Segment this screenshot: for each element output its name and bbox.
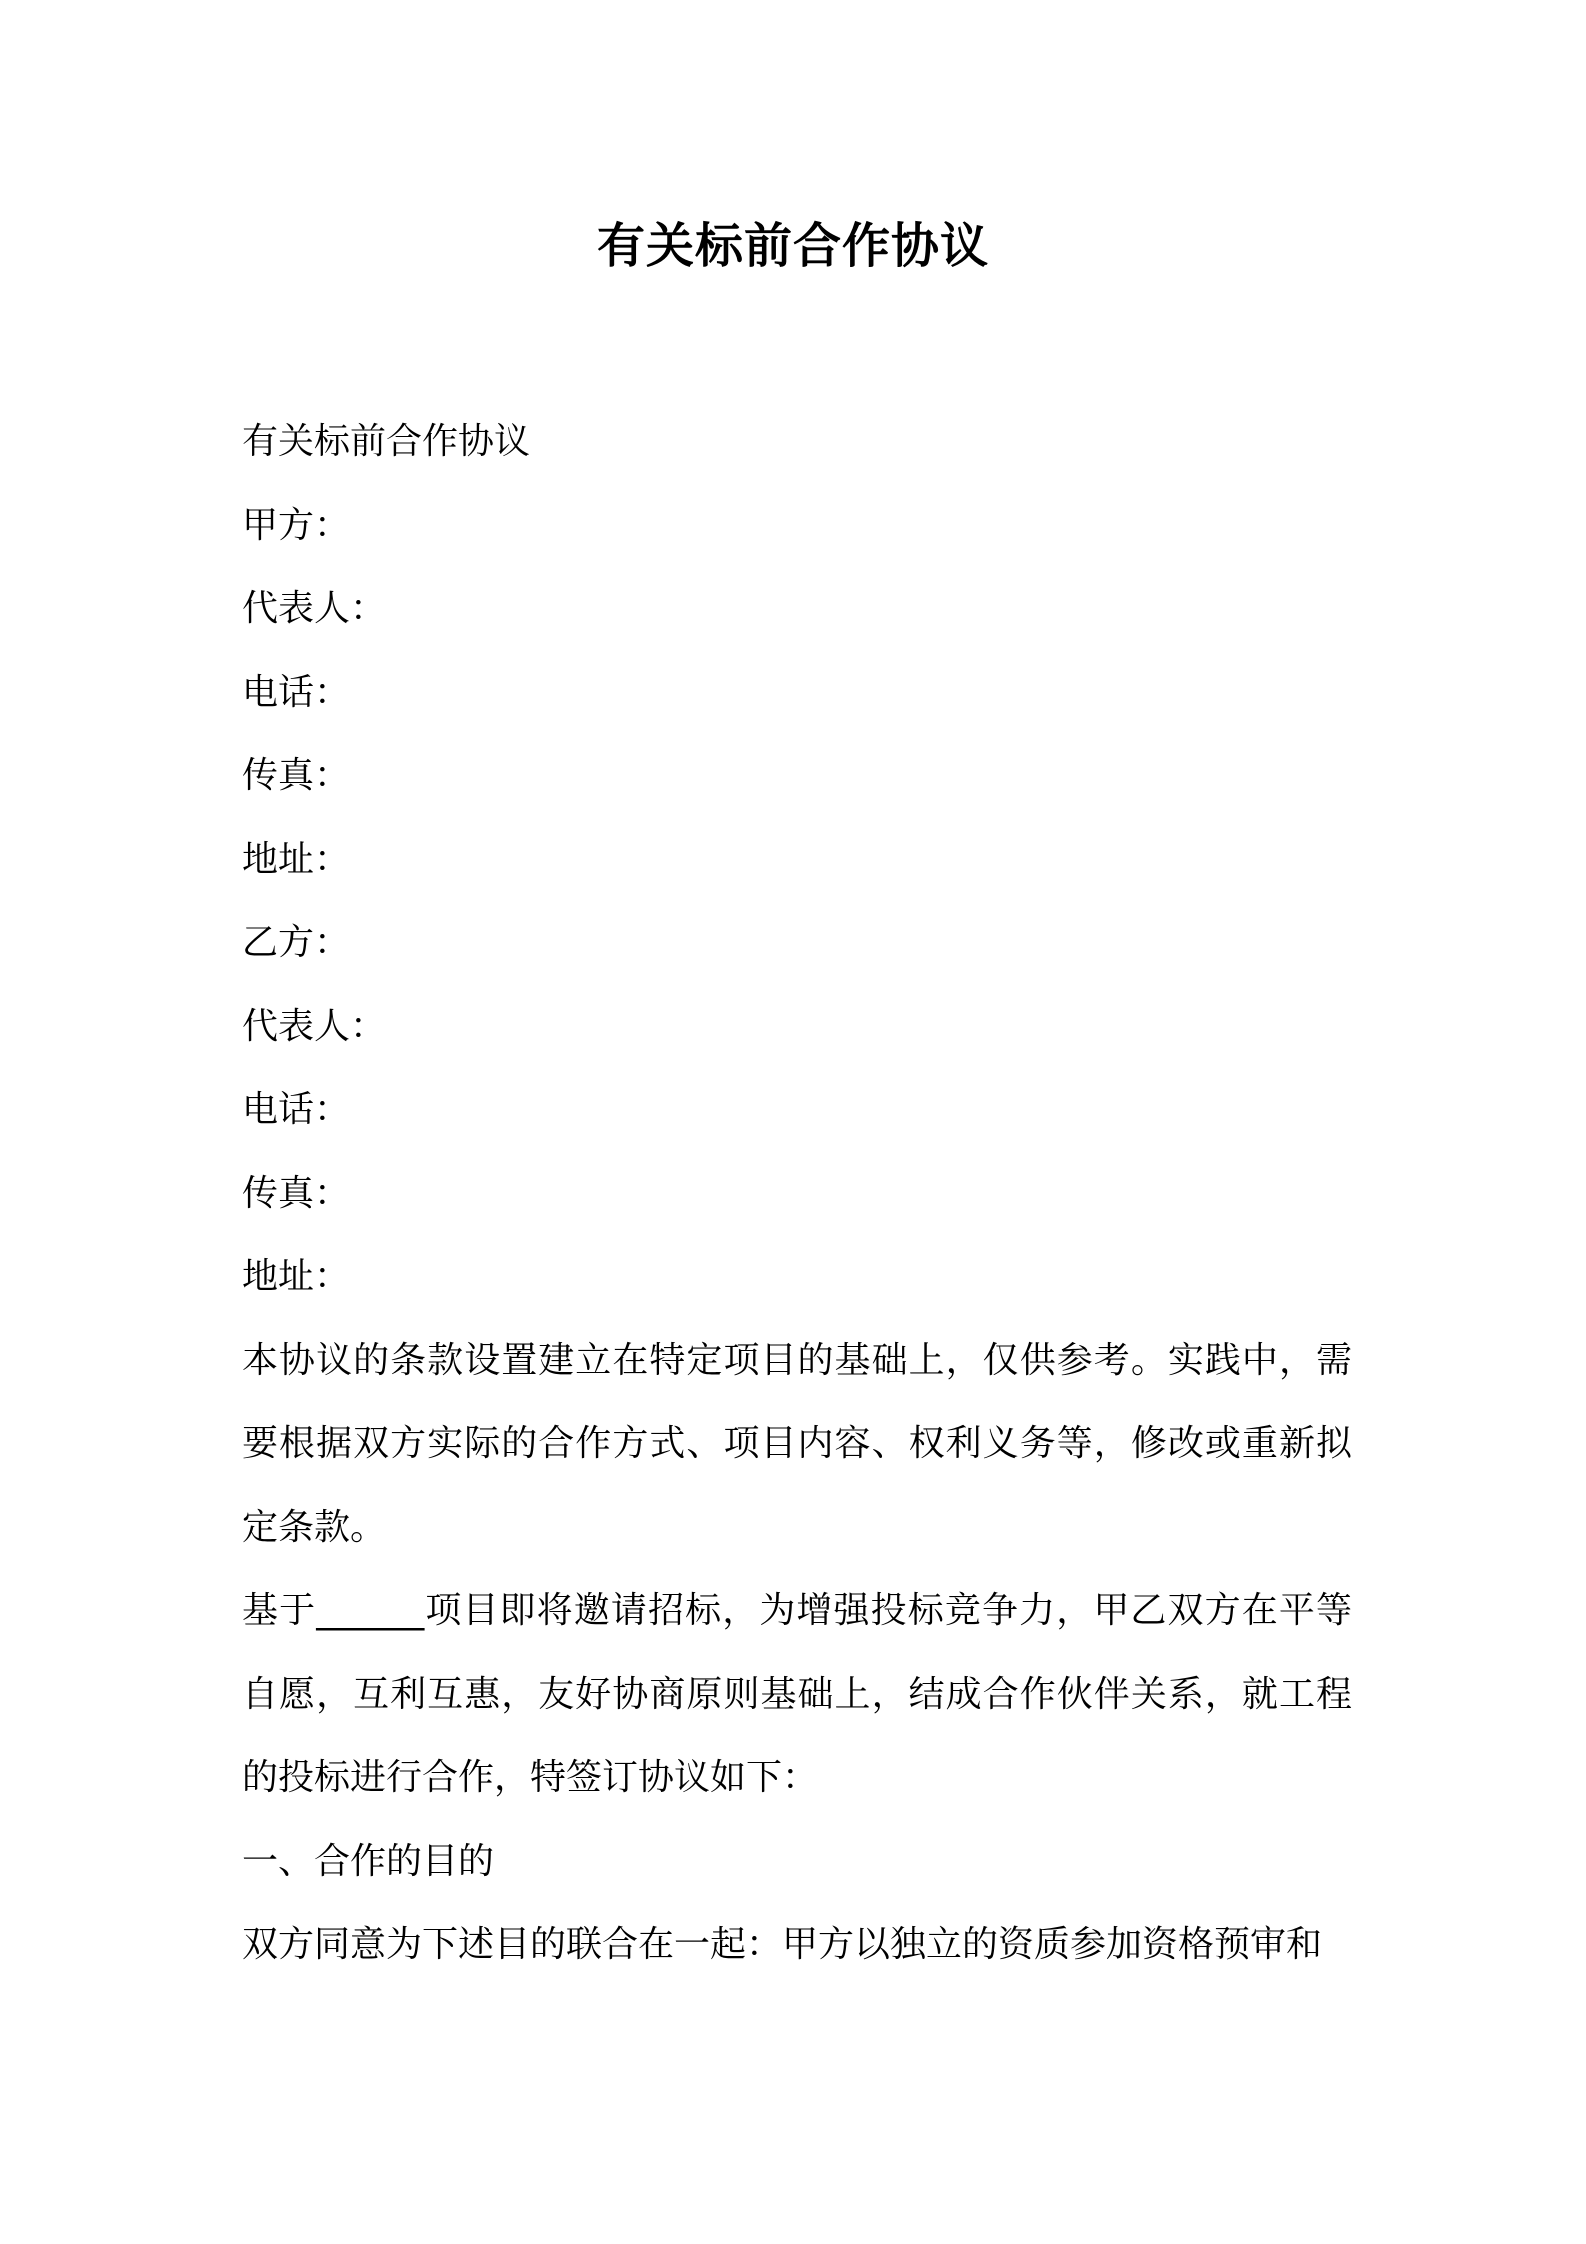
section-1-text: 双方同意为下述目的联合在一起：甲方以独立的资质参加资格预审和 xyxy=(242,1924,1323,1965)
party-b-fax: 传真： xyxy=(242,1172,351,1214)
document-body xyxy=(242,400,1352,1987)
party-a-address: 地址： xyxy=(242,838,351,880)
party-a-fax: 传真： xyxy=(242,755,351,796)
party-a-representative: 代表人： xyxy=(242,588,387,629)
party-b-label: 乙方： xyxy=(242,922,351,963)
section-1-heading: 一、合作的目的 xyxy=(242,1840,495,1882)
party-b-phone: 电话： xyxy=(242,1089,351,1130)
intro-paragraph: 基于______项目即将邀请招标，为增强投标竞争力，甲乙双方在平等自愿，互利互惠，友好协商原则基础上，结成合作伙伴关系，就工程的投标进行合作，特签订协议如下： xyxy=(242,1590,1352,1798)
party-a-label: 甲方： xyxy=(242,504,351,546)
party-a-phone: 电话： xyxy=(242,671,351,713)
document-title: 有关标前合作协议 xyxy=(596,218,989,274)
party-b-representative: 代表人： xyxy=(242,1005,387,1047)
party-b-address: 地址： xyxy=(242,1256,351,1297)
document-subtitle: 有关标前合作协议 xyxy=(242,421,531,462)
disclaimer-paragraph: 本协议的条款设置建立在特定项目的基础上，仅供参考。实践中，需要根据双方实际的合作方式、项目内容、权利义务等，修改或重新拟定条款。 xyxy=(242,1339,1352,1548)
